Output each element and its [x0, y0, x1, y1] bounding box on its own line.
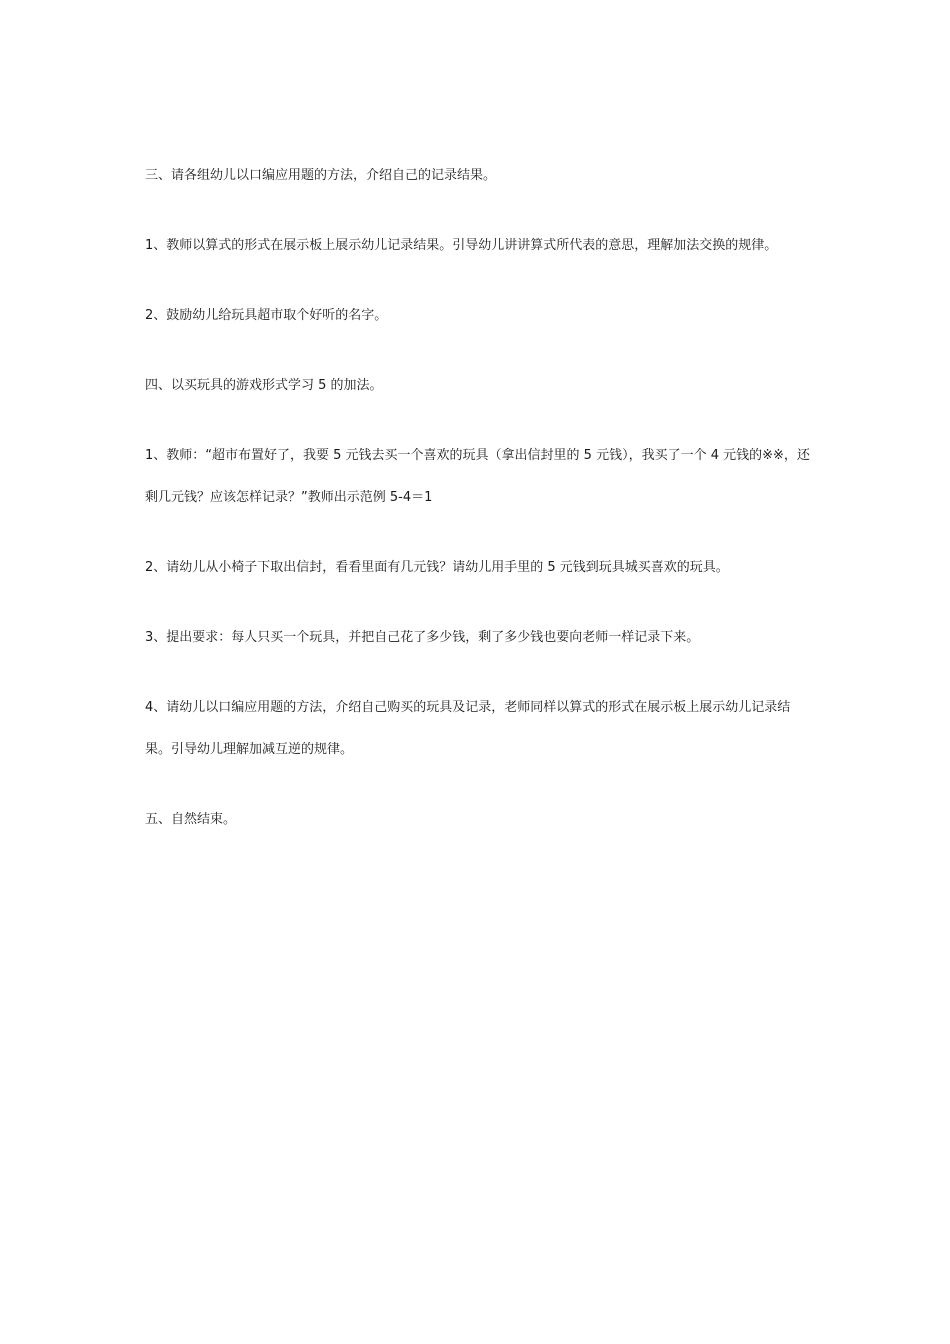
paragraph-3-1: 1、教师以算式的形式在展示板上展示幼儿记录结果。引导幼儿讲讲算式所代表的意思，理解加法交换的规律。 [145, 238, 778, 253]
paragraph-4-1: 1、教师：“超市布置好了，我要 5 元钱去买一个喜欢的玩具（拿出信封里的 5 元钱），我买了一个 4 元钱的※※，还剩几元钱？应该怎样记录？”教师出示范例 5-4＝1 [145, 448, 810, 505]
paragraph-4-4: 4、请幼儿以口编应用题的方法，介绍自己购买的玩具及记录，老师同样以算式的形式在展示板上展示幼儿记录结果。引导幼儿理解加减互逆的规律。 [145, 700, 791, 757]
document-body [145, 155, 810, 841]
section-heading-5: 五、自然结束。 [145, 812, 237, 827]
section-heading-3: 三、请各组幼儿以口编应用题的方法，介绍自己的记录结果。 [145, 168, 497, 183]
section-heading-4: 四、以买玩具的游戏形式学习 5 的加法。 [145, 378, 383, 393]
paragraph-4-2: 2、请幼儿从小椅子下取出信封，看看里面有几元钱？请幼儿用手里的 5 元钱到玩具城买喜欢的玩具。 [145, 560, 729, 575]
paragraph-3-2: 2、鼓励幼儿给玩具超市取个好听的名字。 [145, 308, 388, 323]
paragraph-4-3: 3、提出要求：每人只买一个玩具，并把自己花了多少钱，剩了多少钱也要向老师一样记录下来。 [145, 630, 700, 645]
